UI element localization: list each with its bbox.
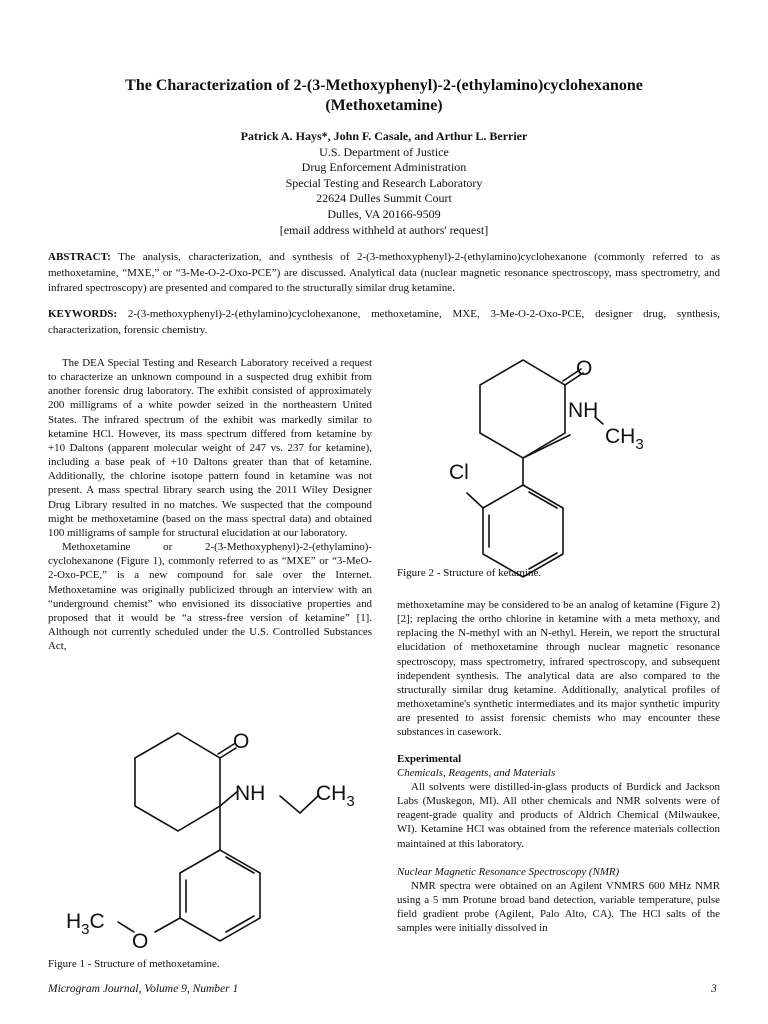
intro-paragraph-1: The DEA Special Testing and Research Laboratory received a request to characterize an unknown compound in a suspected drug exhibit from another forensic drug laboratory. The exhibit consisted of approximately 200 milligrams of a white powder seized in the northeastern United States. The infrared spectrum of the exhibit was markedly similar to ketamine HCl. However, its mass spectrum differed from ketamine by +10 Daltons (apparent molecular weight of 247 vs. 237 for ketamine), including a base peak of +10 Daltons greater than that of ketamine. Additionally, the chlorine isotope pattern found in ketamine was not present. A mass spectral library search using the 2011 Wiley Designer Drug Library resulted in no matches. We suspected that the compound might be methoxetamine (based on the mass spectral data) and obtained 100 milligrams of sample for structural elucidation at our laboratory. [48, 357, 372, 539]
affiliation-line: U.S. Department of Justice [319, 144, 449, 159]
nmr-paragraph: NMR spectra were obtained on an Agilent VNMRS 600 MHz NMR using a 5 mm Protune broad band detection, variable temperature, pulse field gradient probe (Agilent, Palo Alto, CA). The HCl salts of the samples were initially dissolved in [397, 879, 720, 935]
fig1-nh-label: NH [235, 782, 266, 805]
chemicals-paragraph: All solvents were distilled-in-glass products of Burdick and Jackson Labs (Muskegon, MI). All other chemicals and NMR solvents were of reagent-grade quality and products of Aldrich Chemical (Milwaukee, WI). Ketamine HCl was obtained from the reference materials collection maintained at this laboratory. [397, 780, 720, 850]
fig1-h3c-label: $H_3C$ [66, 910, 105, 938]
title-line-1: The Characterization of 2-(3-Methoxyphenyl)-2-(ethylamino)cyclohexanone [125, 77, 643, 94]
affiliation-line: Special Testing and Research Laboratory [285, 175, 483, 190]
fig2-nh-label: NH [568, 399, 599, 422]
fig2-ch3-label: $CH_3$ [605, 425, 644, 453]
footer-journal: Microgram Journal, Volume 9, Number 1 [48, 983, 239, 995]
figure-2-caption: Figure 2 - Structure of ketamine. [397, 567, 542, 579]
right-column [397, 598, 720, 935]
paper-title [60, 76, 708, 116]
affiliation-line: Dulles, VA 20166-9509 [327, 206, 441, 221]
figure-1-methoxetamine-structure [60, 718, 370, 953]
keywords [48, 307, 720, 338]
footer-page-number: 3 [711, 983, 717, 995]
author-block [60, 129, 708, 238]
section-experimental-heading: Experimental [397, 752, 462, 765]
fig1-methoxy-oxygen-label: O [132, 930, 149, 953]
subsection-nmr-heading: Nuclear Magnetic Resonance Spectroscopy (NMR) [397, 865, 620, 878]
intro-paragraph-2: Methoxetamine or 2-(3-Methoxyphenyl)-2-(ethylamino)-cyclohexanone (Figure 1), commonly referred to as “MXE” or “3-MeO-2-Oxo-PCE,” is a new compound for sale over the Internet. Methoxetamine was originally publicized through an interview with an “underground chemist” who envisioned its dissociative properties and proposed that it would be “a stress-free version of ketamine” [1]. Although not currently scheduled under the U.S. Controlled Substances Act, [48, 541, 372, 653]
abstract-label: ABSTRACT: [48, 251, 111, 263]
keywords-text: 2-(3-methoxyphenyl)-2-(ethylamino)cyclohexanone, methoxetamine, MXE, 3-Me-O-2-Oxo-PCE, designer drug, synthesis, characterization, forensic chemistry. [48, 308, 720, 336]
affiliation-line: Drug Enforcement Administration [301, 160, 467, 175]
left-column [48, 356, 372, 653]
author-names: Patrick A. Hays*, John F. Casale, and Arthur L. Berrier [240, 129, 528, 143]
abstract-text: The analysis, characterization, and synthesis of 2-(3-methoxyphenyl)-2-(ethylamino)cyclohexanone (commonly referred to as methoxetamine, “MXE,” or “3-Me-O-2-Oxo-PCE”) are discussed. Analytical data (nuclear magnetic resonance spectroscopy, mass spectrometry, and infrared spectroscopy) are presented and compared to the structurally similar drug ketamine. [48, 251, 720, 294]
keywords-label: KEYWORDS: [48, 308, 118, 320]
fig2-oxygen-label: O [576, 357, 593, 380]
figure-2-ketamine-structure [449, 355, 705, 570]
abstract [48, 250, 720, 297]
fig2-chlorine-label: Cl [449, 461, 469, 484]
figure-1-caption: Figure 1 - Structure of methoxetamine. [48, 958, 220, 970]
fig1-ch3-label: $CH_3$ [316, 782, 355, 810]
right-paragraph-1: methoxetamine may be considered to be an analog of ketamine (Figure 2) [2]; replacing the ortho chlorine in ketamine with a meta methoxy, and replacing the N-methyl with an N-ethyl. Herein, we report the structural elucidation of methoxetamine through nuclear magnetic resonance spectroscopy, mass spectrometry, infrared spectroscopy, and subsequent independent synthesis. The analytical data are also compared to the structurally similar drug ketamine. Additionally, analytical profiles of methoxetamine's synthetic intermediates and its major synthetic impurity are presented to assist forensic chemists who may encounter these substances in casework. [397, 599, 720, 739]
subsection-chemicals-heading: Chemicals, Reagents, and Materials [397, 766, 556, 779]
affiliation-line: [email address withheld at authors' request] [279, 222, 489, 237]
affiliation-line: 22624 Dulles Summit Court [316, 191, 452, 206]
fig1-oxygen-label: O [233, 730, 250, 753]
title-line-2: (Methoxetamine) [325, 97, 443, 114]
